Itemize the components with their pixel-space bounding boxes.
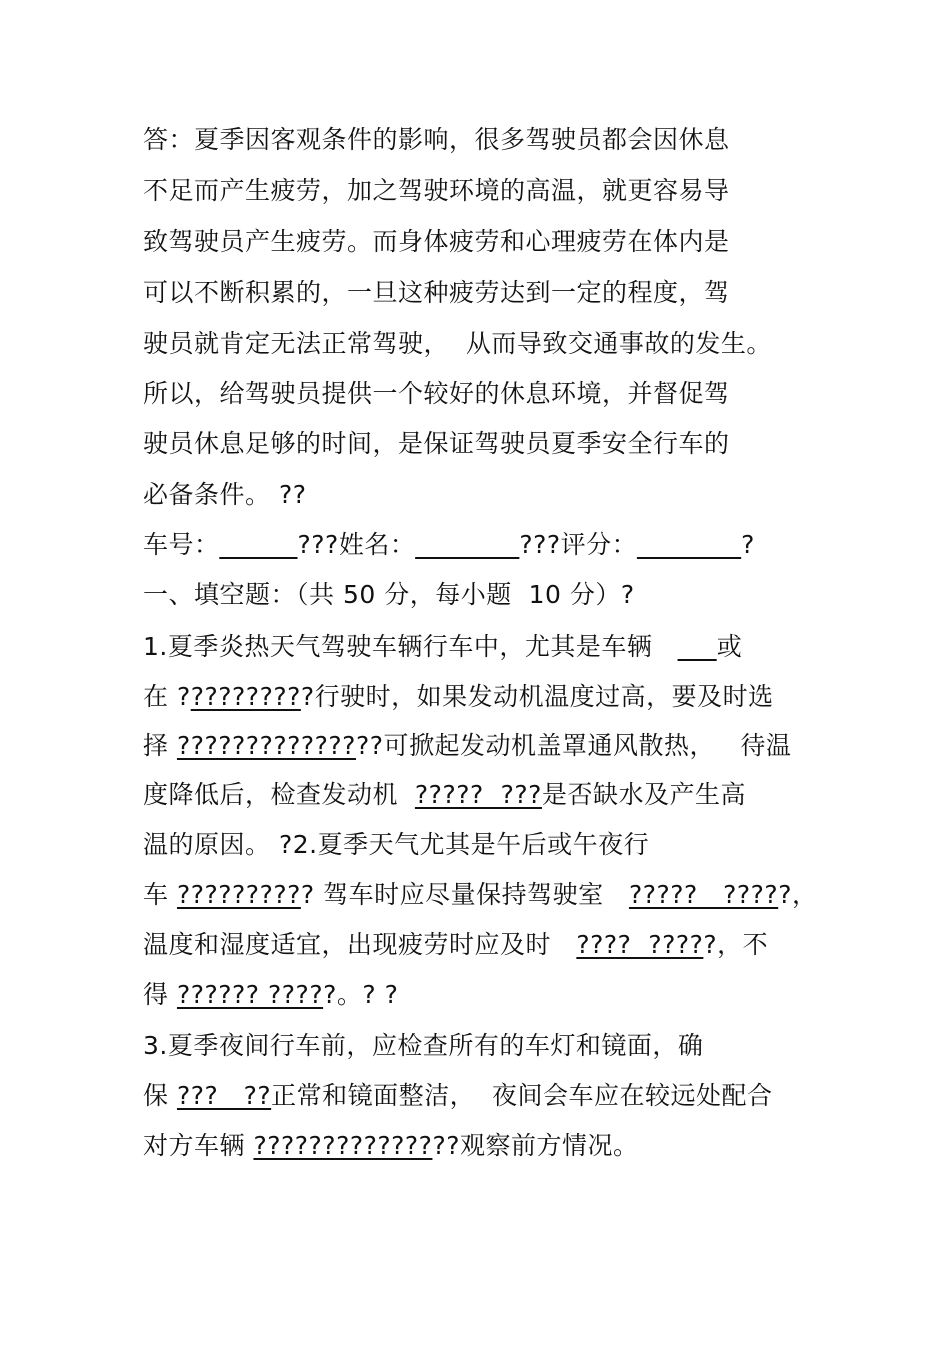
q2-line-4: 得 ?????? ?????。? ?: [143, 980, 399, 1009]
q1-line-3: 择 ???????????????可掀起发动机盖罩通风散热， 待温: [143, 731, 792, 760]
q3-line-3: 对方车辆 ???????????????观察前方情况。: [143, 1131, 639, 1160]
score-blank: ________: [637, 530, 742, 559]
answer-line-5: 驶员就肯定无法正常驾驶， 从而导致交通事故的发生。: [143, 329, 772, 358]
q1-blank-1: ___: [677, 632, 717, 661]
answer-line-6: 所以，给驾驶员提供一个较好的休息环境，并督促驾: [143, 379, 730, 408]
q1-blank-2: ????????: [190, 682, 301, 711]
q2-line-3: 温度和湿度适宜，出现疲劳时应及时 ???? ?????，不: [143, 930, 769, 959]
q1-line-1: 1.夏季炎热天气驾驶车辆行车中，尤其是车辆 ___或: [143, 632, 743, 661]
answer-line-7: 驶员休息足够的时间，是保证驾驶员夏季安全行车的: [143, 429, 730, 458]
header-fields: [143, 529, 755, 561]
score-label: 评分：: [560, 530, 638, 559]
q2-blank-3: ???? ????: [576, 930, 704, 959]
answer-line-2: 不足而产生疲劳，加之驾驶环境的高温，就更容易导: [143, 176, 730, 205]
section-heading: 一、填空题：（共 50 分，每小题 10 分）?: [143, 580, 635, 609]
name-marks: ???: [519, 530, 561, 559]
q3-line-2: 保 ??? ??正常和镜面整洁， 夜间会车应在较远处配合: [143, 1081, 773, 1110]
score-marks: ?: [741, 530, 755, 559]
q3-line-1: 3.夏季夜间行车前，应检查所有的车灯和镜面，确: [143, 1031, 704, 1060]
q1-blank-3: ?????????????: [176, 731, 356, 760]
q3-blank-1: ??? ??: [176, 1081, 272, 1110]
answer-line-4: 可以不断积累的，一旦这种疲劳达到一定的程度，驾: [143, 278, 730, 307]
q1-line-5: 温的原因。 ?2.夏季天气尤其是午后或午夜行: [143, 830, 650, 859]
q2-blank-1: ?????????: [176, 880, 301, 909]
car-number-marks: ???: [297, 530, 339, 559]
answer-line-8: 必备条件。 ??: [143, 480, 307, 509]
q1-line-4: 度降低后，检查发动机 ????? ???是否缺水及产生高: [143, 780, 746, 809]
car-number-label: 车号：: [143, 530, 220, 559]
name-label: 姓名：: [338, 530, 416, 559]
q2-blank-4: ?????? ????: [176, 980, 324, 1009]
q1-blank-4: ????? ???: [414, 780, 542, 809]
q3-blank-2: ?????????????: [253, 1131, 433, 1160]
answer-line-1: 答：夏季因客观条件的影响，很多驾驶员都会因休息: [143, 125, 730, 154]
q2-blank-2: ????? ????: [628, 880, 779, 909]
name-blank: ________: [415, 530, 520, 559]
car-number-blank: ______: [219, 530, 298, 559]
answer-line-3: 致驾驶员产生疲劳。而身体疲劳和心理疲劳在体内是: [143, 227, 730, 256]
q2-line-2: 车 ?????????? 驾车时应尽量保持驾驶室 ????? ?????，: [143, 880, 818, 909]
q1-line-2: 在 ??????????行驶时，如果发动机温度过高，要及时选: [143, 682, 774, 711]
